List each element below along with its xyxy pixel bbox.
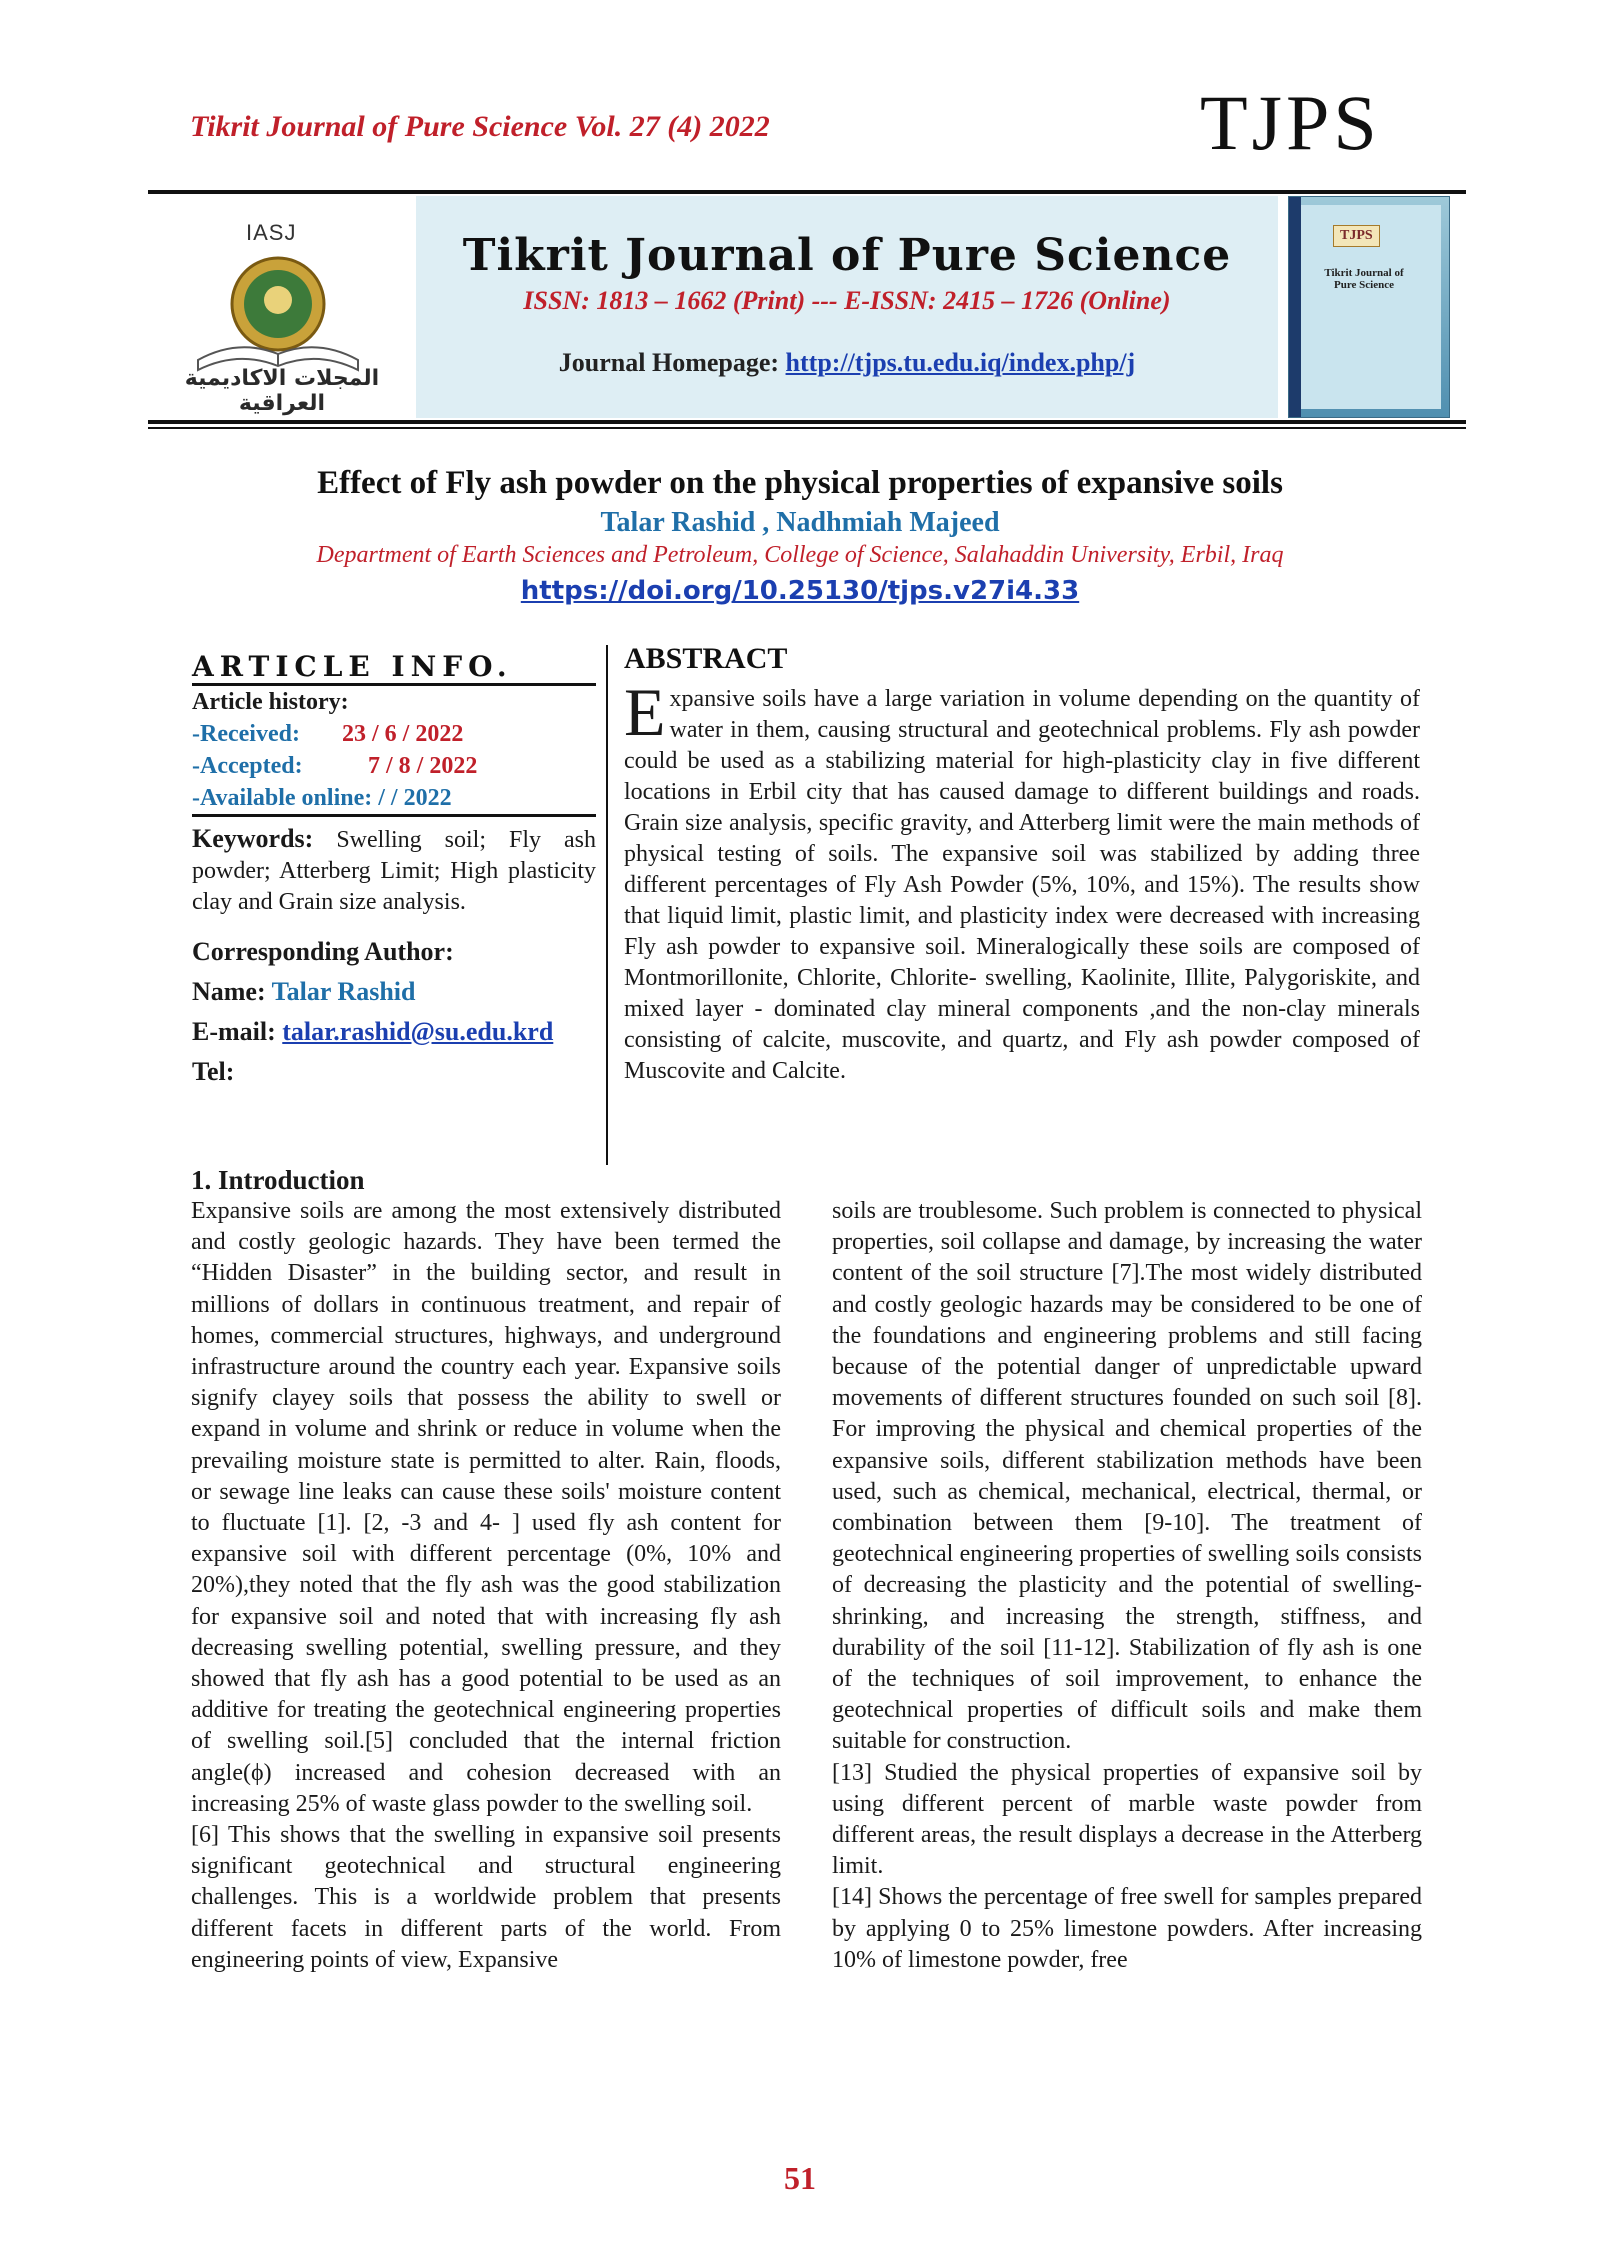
paragraph: [14] Shows the percentage of free swell for samples prepared by applying 0 to 25% limestone powders. After increasing 10% of limestone powder, free <box>832 1884 1422 1973</box>
corresponding-label: Corresponding Author: <box>192 937 454 966</box>
tel-label: Tel: <box>192 1057 235 1086</box>
paper-title: Effect of Fly ash powder on the physical properties of expansive soils <box>317 465 1283 501</box>
available-label: -Available online: <box>192 785 373 811</box>
journal-cover-thumbnail <box>1288 196 1450 418</box>
email-label: E-mail: <box>192 1017 276 1046</box>
cover-stripe <box>1289 197 1301 417</box>
running-title: Tikrit Journal of Pure Science Vol. 27 (4) 2022 <box>190 110 770 143</box>
issn-line: ISSN: 1813 – 1662 (Print) --- E-ISSN: 2415 – 1726 (Online) <box>523 286 1171 315</box>
iasj-logo-text: IASJ <box>246 220 297 245</box>
doi-link[interactable]: https://doi.org/10.25130/tjps.v27i4.33 <box>520 576 1080 606</box>
authors: Talar Rashid , Nadhmiah Majeed <box>600 507 1000 538</box>
cover-title: Tikrit Journal of Pure Science <box>1324 267 1404 291</box>
journal-title: Tikrit Journal of Pure Science <box>462 230 1232 281</box>
author-name: Talar Rashid <box>271 977 416 1006</box>
banner-top-rule <box>148 190 1466 194</box>
email-row <box>192 1012 596 1052</box>
author-name-row <box>192 972 596 1012</box>
iasj-logo <box>168 214 388 416</box>
accepted-label: -Accepted: <box>192 753 303 779</box>
corresponding-author <box>192 932 596 1092</box>
abstract-text: xpansive soils have a large variation in volume depending on the quantity of water in them, causing structural and geotechnical problems. Fly ash powder could be used as a stabilizing material for high-plasticity clay in five different locations in Erbil city that has caused damage to different buildings and roads. Grain size analysis, specific gravity, and Atterberg limit were the main methods of physical testing of soils. The expansive soil was stabilized by adding three different percentages of Fly Ash Powder (5%, 10%, and 15%). The results show that liquid limit, plastic limit, and plasticity index were decreased with increasing Fly ash powder to expansive soil. Mineralogically these soils are composed of Montmorillonite, Chlorite, Chlorite- swelling, Kaolinite, Illite, Palygoriskite, and mixed layer - dominated clay mineral components ,and the non-clay minerals consisting of calcite, muscovite, and quartz, and Fly ash powder composed of Muscovite and Calcite. <box>624 686 1420 1084</box>
page-number: 51 <box>784 2160 816 2196</box>
body-column-right <box>832 1196 1422 1976</box>
info-abstract-divider <box>606 645 608 1165</box>
keywords-text: Swelling soil; Fly ash powder; Atterberg Limit; High plasticity clay and Grain size analysis. <box>192 827 597 915</box>
keywords-label: Keywords: <box>192 824 314 853</box>
abstract <box>624 642 1420 1087</box>
received-label: -Received: <box>192 721 300 747</box>
paragraph: [6] This shows that the swelling in expansive soil presents significant geotechnical and structural engineering challenges. This is a worldwide problem that presents different facets in different parts of the world. From engineering points of view, Expansive <box>191 1822 781 1973</box>
available-date: / / 2022 <box>378 785 452 811</box>
banner-bottom-rule-thin <box>148 427 1466 429</box>
banner-bottom-rule <box>148 420 1466 424</box>
paragraph: soils are troublesome. Such problem is connected to physical properties, soil collapse and damage, by increasing the water content of the soil structure [7].The most widely distributed and costly geologic hazards may be considered to be one of the foundations and engineering problems and still facing because of the potential danger of unpredictable upward movements of different structures founded on such soil [8]. For improving the physical and chemical properties of the expansive soils, different stabilization methods have been used, such as chemical, mechanical, electrical, thermal, or combination between them [9-10]. The treatment of geotechnical engineering properties of swelling soils consists of decreasing the plasticity and the potential of swelling-shrinking, and increasing the strength, stiffness, and durability of the soil [11-12]. Stabilization of fly ash is one of the techniques of soil improvement, to enhance the geotechnical properties of difficult soils and make them suitable for construction. <box>832 1198 1422 1755</box>
accepted-row <box>192 750 596 782</box>
homepage-link[interactable]: http://tjps.tu.edu.iq/index.php/j <box>785 348 1136 377</box>
cover-tag: TJPS <box>1333 225 1380 247</box>
banner-title-panel <box>416 196 1278 418</box>
abstract-dropcap: E <box>624 674 666 750</box>
email-link[interactable]: talar.rashid@su.edu.krd <box>282 1017 554 1046</box>
journal-banner <box>148 196 1466 418</box>
brand-logo-text: TJPS <box>1200 79 1381 166</box>
paragraph: [13] Studied the physical properties of expansive soil by using different percent of marble waste powder from different areas, the result displays a decrease in the Atterberg limit. <box>832 1759 1422 1880</box>
name-label: Name: <box>192 977 266 1006</box>
keywords <box>192 823 596 918</box>
section-heading-introduction: 1. Introduction <box>191 1165 365 1195</box>
article-info-panel <box>192 650 596 1092</box>
article-info-heading: ARTICLE INFO. <box>192 650 513 683</box>
iasj-arabic-caption: المجلات الاكاديمية العراقية <box>184 366 380 416</box>
body-column-left <box>191 1164 781 1976</box>
received-date: 23 / 6 / 2022 <box>342 721 464 747</box>
article-history-label: Article history: <box>192 689 349 715</box>
available-row <box>192 782 596 814</box>
abstract-heading: ABSTRACT <box>624 642 788 675</box>
homepage-label: Journal Homepage: <box>558 348 786 377</box>
article-history-rule <box>192 814 596 817</box>
journal-homepage <box>416 348 1278 378</box>
abstract-body <box>624 674 1420 1087</box>
received-row <box>192 718 596 750</box>
paragraph: Expansive soils are among the most extensively distributed and costly geologic hazards. They have been termed the “Hidden Disaster” in the building sector, and result in millions of dollars in continuous treatment, and repair of homes, commercial structures, highways, and underground infrastructure around the country each year. Expansive soils signify clayey soils that possess the ability to swell or expand in volume and shrink or reduce in volume when the prevailing moisture state is permitted to alter. Rain, floods, or sewage line leaks can cause these soils' moisture content to fluctuate [1]. [2, -3 and 4- ] used fly ash content for expansive soil with different percentage (0%, 10% and 20%),they noted that the fly ash was the good stabilization for expansive soil and noted that with increasing fly ash decreasing swelling potential, swelling pressure, and they showed that fly ash has a good potential to be used as an additive for treating the geotechnical engineering properties of swelling soil.[5] concluded that the internal friction angle(ϕ) increased and cohesion decreased with an increasing 25% of waste glass powder to the swelling soil. <box>191 1198 781 1817</box>
affiliation: Department of Earth Sciences and Petroleum, College of Science, Salahaddin University, Erbil, Iraq <box>316 542 1284 568</box>
accepted-date: 7 / 8 / 2022 <box>368 753 478 779</box>
